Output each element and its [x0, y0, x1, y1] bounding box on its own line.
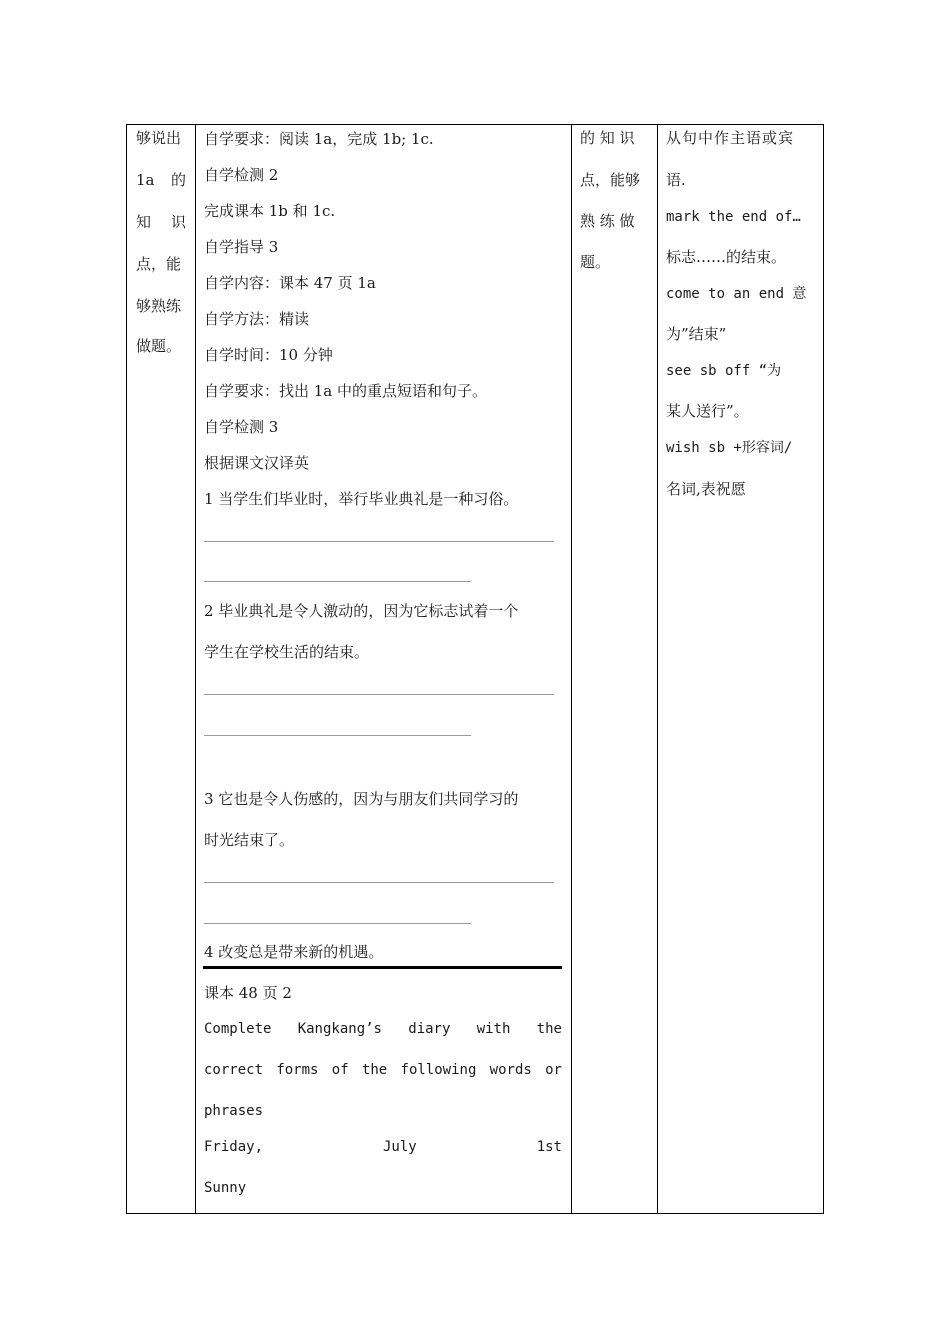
- objective-word: 知: [136, 213, 152, 231]
- textbook-page-ref: 课本 48 页 2: [204, 984, 292, 1002]
- objectives-column: [127, 125, 195, 1213]
- instruction-line: phrases: [204, 1103, 264, 1119]
- instruction-word: the: [536, 1021, 562, 1037]
- objective-word: 的: [170, 171, 186, 189]
- answer-line[interactable]: [204, 923, 471, 924]
- objective-line: 点，能: [136, 255, 182, 273]
- note-line: mark the end of…: [666, 209, 801, 225]
- question-1: 1 当学生们毕业时，举行毕业典礼是一种习俗。: [204, 490, 519, 508]
- question-4: 4 改变总是带来新的机遇。: [204, 943, 384, 961]
- instruction-word: correct: [204, 1062, 264, 1078]
- question-3-continued: 时光结束了。: [204, 831, 295, 849]
- instruction-word: or: [545, 1062, 562, 1078]
- answer-line[interactable]: [204, 735, 471, 736]
- goal-line: 熟 练 做: [580, 212, 635, 230]
- study-line: 自学方法：精读: [204, 310, 310, 328]
- study-line: 自学要求：阅读 1a，完成 1b; 1c.: [204, 130, 434, 148]
- answer-line[interactable]: [204, 581, 471, 582]
- instruction-word: following: [400, 1062, 477, 1078]
- objective-line: 够熟练: [136, 297, 182, 315]
- instruction-word: diary: [408, 1021, 451, 1037]
- instruction-word: of: [331, 1062, 349, 1078]
- study-line: 自学检测 3: [204, 418, 279, 436]
- diary-date: [204, 1137, 562, 1157]
- section-divider: [203, 966, 562, 969]
- note-line: wish sb +形容词/: [666, 440, 793, 456]
- study-content-column: [195, 125, 571, 1213]
- diary-weather: Sunny: [204, 1180, 247, 1196]
- notes-column: [657, 125, 825, 1213]
- instruction-word: Kangkang’s: [297, 1021, 382, 1037]
- goal-line: 点，能够: [580, 171, 641, 189]
- goal-line: 题。: [580, 253, 611, 271]
- study-line: 自学要求：找出 1a 中的重点短语和句子。: [204, 382, 488, 400]
- answer-line[interactable]: [204, 882, 554, 883]
- instruction-word: words: [489, 1062, 532, 1078]
- study-line: 根据课文汉译英: [204, 454, 310, 472]
- note-line: 从句中作主语或宾: [666, 129, 795, 147]
- diary-date-part: July: [383, 1139, 417, 1155]
- question-2-continued: 学生在学校生活的结束。: [204, 643, 370, 661]
- instruction-word: with: [476, 1021, 511, 1037]
- note-line: 某人送行”。: [666, 402, 749, 420]
- goals-column: [571, 125, 657, 1213]
- objective-line: [136, 170, 186, 190]
- instruction-word: Complete: [204, 1021, 272, 1037]
- objective-line: [136, 212, 186, 232]
- instruction-line: [204, 1019, 562, 1039]
- note-line: come to an end 意: [666, 286, 807, 302]
- diary-date-part: Friday,: [204, 1139, 264, 1155]
- objective-word: 1a: [136, 171, 155, 189]
- answer-line[interactable]: [204, 541, 554, 542]
- objective-line: 够说出: [136, 129, 182, 147]
- note-line: 语.: [666, 171, 686, 189]
- lesson-table: [126, 124, 824, 1214]
- question-3: 3 它也是令人伤感的，因为与朋友们共同学习的: [204, 790, 519, 808]
- goal-line: 的 知 识: [580, 129, 635, 147]
- instruction-word: forms: [276, 1062, 319, 1078]
- note-line: 为”结束”: [666, 325, 727, 343]
- note-line: see sb off “为: [666, 363, 782, 379]
- objective-line: 做题。: [136, 337, 182, 355]
- instruction-line: [204, 1060, 562, 1080]
- study-line: 自学内容：课本 47 页 1a: [204, 274, 376, 292]
- question-2: 2 毕业典礼是令人激动的，因为它标志试着一个: [204, 602, 519, 620]
- answer-line[interactable]: [204, 694, 554, 695]
- study-line: 自学时间：10 分钟: [204, 346, 333, 364]
- study-line: 自学指导 3: [204, 238, 279, 256]
- instruction-word: the: [361, 1062, 388, 1078]
- note-line: 标志……的结束。: [666, 248, 787, 266]
- study-line: 自学检测 2: [204, 166, 279, 184]
- study-line: 完成课本 1b 和 1c.: [204, 202, 336, 220]
- objective-word: 识: [170, 213, 186, 231]
- diary-date-part: 1st: [536, 1139, 562, 1155]
- note-line: 名词,表祝愿: [666, 480, 746, 498]
